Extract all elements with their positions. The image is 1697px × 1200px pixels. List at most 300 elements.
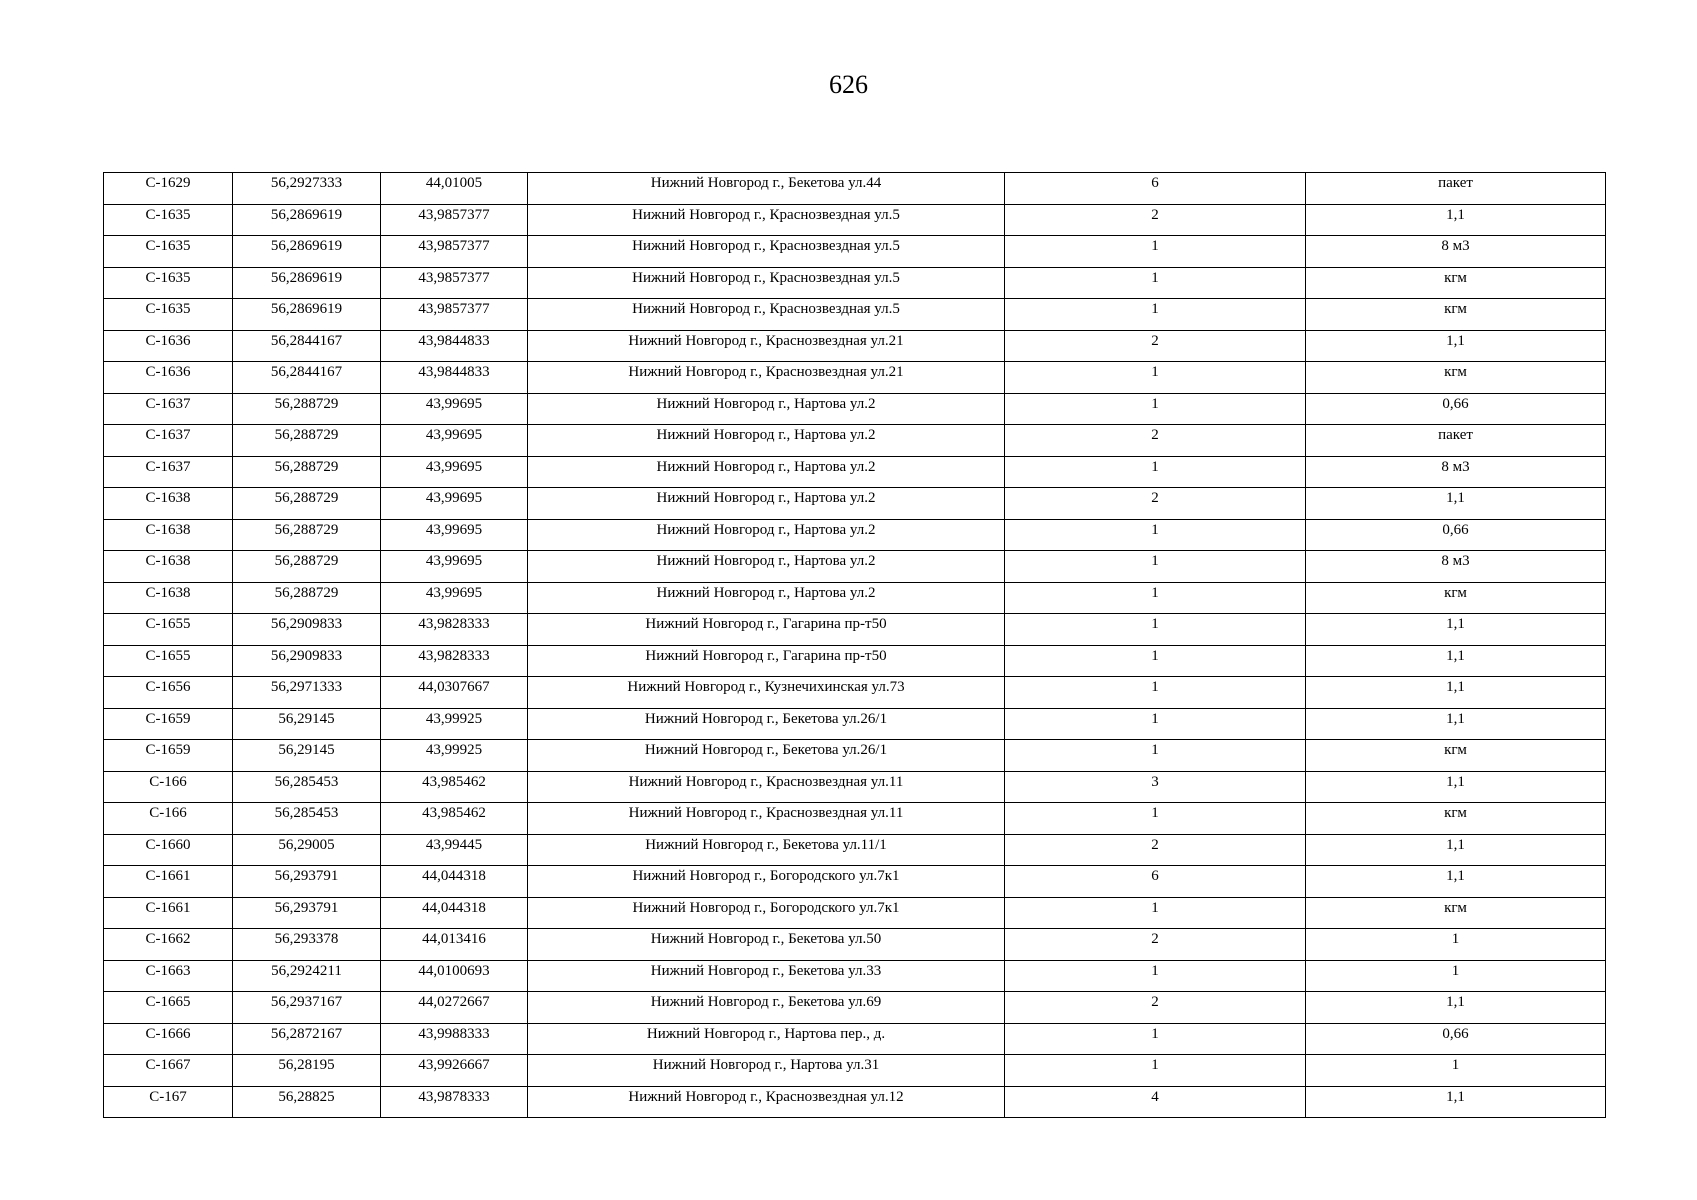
cell-text: 56,2937167 bbox=[270, 994, 343, 1010]
cell-text: 1 bbox=[1151, 301, 1159, 317]
latitude-cell bbox=[233, 614, 381, 646]
site-id-cell bbox=[104, 740, 233, 772]
cell-text: Нижний Новгород г., Краснозвездная ул.11 bbox=[628, 773, 904, 790]
cell-text: 1 bbox=[1151, 553, 1159, 569]
latitude-cell bbox=[233, 519, 381, 551]
cell-text: 43,9857377 bbox=[418, 206, 490, 223]
cell-text: 6 bbox=[1151, 175, 1159, 191]
longitude-cell bbox=[381, 330, 528, 362]
container-count-cell bbox=[1005, 866, 1306, 898]
cell-text: 1 bbox=[1451, 931, 1460, 947]
site-id-cell bbox=[104, 456, 233, 488]
cell-text: 56,2869619 bbox=[270, 206, 343, 223]
cell-text: 43,9878333 bbox=[418, 1088, 490, 1105]
container-type-cell bbox=[1306, 1055, 1606, 1087]
address-cell bbox=[528, 488, 1005, 520]
longitude-cell bbox=[381, 425, 528, 457]
cell-text: С-1638 bbox=[145, 521, 191, 538]
cell-text: 1,1 bbox=[1446, 490, 1465, 506]
cell-text: С-1636 bbox=[145, 332, 191, 349]
cell-text: Нижний Новгород г., Краснозвездная ул.5 bbox=[632, 301, 900, 317]
latitude-cell bbox=[233, 393, 381, 425]
cell-text: 1,1 bbox=[1446, 994, 1465, 1010]
cell-text: 43,99445 bbox=[425, 836, 483, 853]
cell-text: 43,99695 bbox=[425, 553, 483, 569]
address-cell bbox=[528, 393, 1005, 425]
cell-text: 1 bbox=[1151, 364, 1159, 380]
container-type-cell bbox=[1306, 488, 1606, 520]
cell-text: 56,2869619 bbox=[270, 269, 343, 286]
site-id-cell bbox=[104, 236, 233, 268]
cell-text: 1 bbox=[1151, 269, 1159, 286]
container-type-cell bbox=[1306, 740, 1606, 772]
table-row bbox=[104, 488, 1606, 520]
cell-text: С-1659 bbox=[145, 742, 191, 758]
cell-text: С-1637 bbox=[145, 427, 191, 443]
cell-text: Нижний Новгород г., Краснозвездная ул.11 bbox=[628, 805, 904, 821]
longitude-cell bbox=[381, 960, 528, 992]
longitude-cell bbox=[381, 645, 528, 677]
container-type-cell bbox=[1306, 362, 1606, 394]
container-count-cell bbox=[1005, 1055, 1306, 1087]
cell-text: С-1666 bbox=[145, 1025, 191, 1042]
cell-text: Нижний Новгород г., Бекетова ул.44 bbox=[650, 175, 882, 191]
latitude-cell bbox=[233, 1055, 381, 1087]
cell-text: 43,9857377 bbox=[418, 269, 490, 286]
address-cell bbox=[528, 960, 1005, 992]
container-type-cell bbox=[1306, 897, 1606, 929]
cell-text: С-167 bbox=[149, 1088, 187, 1105]
cell-text: Нижний Новгород г., Нартова ул.31 bbox=[652, 1057, 880, 1073]
cell-text: 43,99695 bbox=[425, 395, 483, 412]
cell-text: 8 м3 bbox=[1441, 458, 1470, 475]
cell-text: Нижний Новгород г., Нартова ул.2 bbox=[656, 490, 876, 506]
address-cell bbox=[528, 1086, 1005, 1118]
site-id-cell bbox=[104, 803, 233, 835]
cell-text: 1 bbox=[1151, 238, 1159, 254]
longitude-cell bbox=[381, 173, 528, 205]
cell-text: 2 bbox=[1151, 427, 1159, 443]
cell-text: 56,2971333 bbox=[270, 679, 343, 695]
table-row bbox=[104, 960, 1606, 992]
cell-text: 43,9988333 bbox=[418, 1025, 490, 1042]
cell-text: 56,29005 bbox=[278, 836, 335, 853]
site-id-cell bbox=[104, 393, 233, 425]
site-id-cell bbox=[104, 1055, 233, 1087]
longitude-cell bbox=[381, 299, 528, 331]
site-id-cell bbox=[104, 771, 233, 803]
cell-text: 1 bbox=[1151, 458, 1159, 475]
cell-text: Нижний Новгород г., Краснозвездная ул.5 bbox=[632, 238, 900, 254]
cell-text: 1 bbox=[1451, 1057, 1460, 1073]
cell-text: 56,288729 bbox=[274, 584, 339, 601]
cell-text: 1,1 bbox=[1446, 773, 1465, 790]
cell-text: 43,985462 bbox=[422, 805, 486, 821]
address-cell bbox=[528, 551, 1005, 583]
longitude-cell bbox=[381, 708, 528, 740]
longitude-cell bbox=[381, 582, 528, 614]
table-row bbox=[104, 1086, 1606, 1118]
table-row bbox=[104, 362, 1606, 394]
container-type-cell bbox=[1306, 614, 1606, 646]
cell-text: Нижний Новгород г., Нартова ул.2 bbox=[656, 553, 876, 569]
site-id-cell bbox=[104, 929, 233, 961]
latitude-cell bbox=[233, 551, 381, 583]
site-id-cell bbox=[104, 708, 233, 740]
cell-text: 43,99925 bbox=[425, 710, 483, 727]
cell-text: 1 bbox=[1451, 962, 1460, 979]
longitude-cell bbox=[381, 456, 528, 488]
container-count-cell bbox=[1005, 456, 1306, 488]
cell-text: 1 bbox=[1151, 742, 1159, 758]
table-row bbox=[104, 1023, 1606, 1055]
site-id-cell bbox=[104, 425, 233, 457]
container-count-cell bbox=[1005, 645, 1306, 677]
cell-text: Нижний Новгород г., Нартова ул.2 bbox=[656, 427, 876, 443]
cell-text: Нижний Новгород г., Нартова ул.2 bbox=[656, 584, 876, 601]
latitude-cell bbox=[233, 803, 381, 835]
container-type-cell bbox=[1306, 173, 1606, 205]
container-type-cell bbox=[1306, 866, 1606, 898]
cell-text: С-1655 bbox=[145, 616, 191, 632]
cell-text: С-1659 bbox=[145, 710, 191, 727]
latitude-cell bbox=[233, 362, 381, 394]
cell-text: 43,99695 bbox=[425, 584, 483, 601]
container-count-cell bbox=[1005, 960, 1306, 992]
container-type-cell bbox=[1306, 834, 1606, 866]
site-id-cell bbox=[104, 582, 233, 614]
container-count-cell bbox=[1005, 929, 1306, 961]
cell-text: 1 bbox=[1151, 647, 1159, 664]
address-cell bbox=[528, 330, 1005, 362]
cell-text: 0,66 bbox=[1442, 395, 1469, 412]
container-type-cell bbox=[1306, 330, 1606, 362]
container-type-cell bbox=[1306, 204, 1606, 236]
cell-text: Нижний Новгород г., Бекетова ул.33 bbox=[650, 962, 882, 979]
cell-text: 43,99925 bbox=[425, 742, 483, 758]
table-row bbox=[104, 582, 1606, 614]
cell-text: Нижний Новгород г., Нартова ул.2 bbox=[656, 521, 876, 538]
cell-text: 1 bbox=[1151, 1057, 1159, 1073]
cell-text: 43,9844833 bbox=[418, 332, 490, 349]
cell-text: 1 bbox=[1151, 710, 1159, 727]
cell-text: С-166 bbox=[149, 805, 187, 821]
cell-text: 56,2927333 bbox=[270, 175, 343, 191]
container-count-cell bbox=[1005, 330, 1306, 362]
longitude-cell bbox=[381, 488, 528, 520]
address-cell bbox=[528, 236, 1005, 268]
site-id-cell bbox=[104, 992, 233, 1024]
site-id-cell bbox=[104, 1023, 233, 1055]
cell-text: 56,2869619 bbox=[270, 238, 343, 254]
longitude-cell bbox=[381, 677, 528, 709]
address-cell bbox=[528, 204, 1005, 236]
cell-text: 44,013416 bbox=[422, 931, 486, 947]
longitude-cell bbox=[381, 1086, 528, 1118]
cell-text: С-1655 bbox=[145, 647, 191, 664]
table-row bbox=[104, 834, 1606, 866]
container-count-cell bbox=[1005, 519, 1306, 551]
cell-text: 1 bbox=[1151, 679, 1159, 695]
cell-text: С-1638 bbox=[145, 553, 191, 569]
cell-text: Нижний Новгород г., Бекетова ул.50 bbox=[650, 931, 882, 947]
longitude-cell bbox=[381, 1055, 528, 1087]
cell-text: С-1637 bbox=[145, 395, 191, 412]
cell-text: С-1635 bbox=[145, 301, 191, 317]
cell-text: кгм bbox=[1444, 301, 1467, 317]
container-count-cell bbox=[1005, 299, 1306, 331]
latitude-cell bbox=[233, 897, 381, 929]
cell-text: Нижний Новгород г., Гагарина пр-т50 bbox=[645, 647, 887, 664]
address-cell bbox=[528, 740, 1005, 772]
latitude-cell bbox=[233, 708, 381, 740]
container-type-cell bbox=[1306, 677, 1606, 709]
cell-text: 8 м3 bbox=[1441, 553, 1470, 569]
cell-text: 1,1 bbox=[1446, 206, 1465, 223]
cell-text: С-1661 bbox=[145, 868, 191, 884]
cell-text: 1,1 bbox=[1446, 1088, 1465, 1105]
table-row bbox=[104, 992, 1606, 1024]
address-cell bbox=[528, 582, 1005, 614]
address-cell bbox=[528, 771, 1005, 803]
cell-text: 56,288729 bbox=[274, 521, 339, 538]
address-cell bbox=[528, 456, 1005, 488]
site-id-cell bbox=[104, 330, 233, 362]
cell-text: С-1663 bbox=[145, 962, 191, 979]
table-row bbox=[104, 614, 1606, 646]
site-id-cell bbox=[104, 519, 233, 551]
cell-text: 56,288729 bbox=[274, 427, 339, 443]
site-id-cell bbox=[104, 834, 233, 866]
table-row bbox=[104, 803, 1606, 835]
table-row bbox=[104, 393, 1606, 425]
cell-text: 2 bbox=[1151, 931, 1159, 947]
cell-text: 2 bbox=[1151, 206, 1159, 223]
container-count-cell bbox=[1005, 551, 1306, 583]
cell-text: кгм bbox=[1444, 899, 1467, 916]
container-type-cell bbox=[1306, 519, 1606, 551]
cell-text: 1 bbox=[1151, 805, 1159, 821]
longitude-cell bbox=[381, 614, 528, 646]
container-count-cell bbox=[1005, 267, 1306, 299]
cell-text: Нижний Новгород г., Нартова пер., д. bbox=[646, 1025, 886, 1042]
cell-text: 44,044318 bbox=[422, 868, 486, 884]
cell-text: 56,293791 bbox=[274, 868, 339, 884]
cell-text: 0,66 bbox=[1442, 521, 1469, 538]
container-count-cell bbox=[1005, 1023, 1306, 1055]
container-type-cell bbox=[1306, 803, 1606, 835]
cell-text: Нижний Новгород г., Краснозвездная ул.21 bbox=[628, 364, 904, 380]
cell-text: 56,2872167 bbox=[270, 1025, 343, 1042]
address-cell bbox=[528, 299, 1005, 331]
cell-text: 1,1 bbox=[1446, 332, 1465, 349]
container-type-cell bbox=[1306, 393, 1606, 425]
latitude-cell bbox=[233, 866, 381, 898]
longitude-cell bbox=[381, 866, 528, 898]
cell-text: кгм bbox=[1444, 805, 1467, 821]
table-row bbox=[104, 1055, 1606, 1087]
cell-text: 1 bbox=[1151, 1025, 1159, 1042]
table-row bbox=[104, 740, 1606, 772]
cell-text: С-1660 bbox=[145, 836, 191, 853]
cell-text: Нижний Новгород г., Гагарина пр-т50 bbox=[645, 616, 887, 632]
site-id-cell bbox=[104, 1086, 233, 1118]
cell-text: 8 м3 bbox=[1441, 238, 1470, 254]
cell-text: 56,28195 bbox=[278, 1057, 335, 1073]
latitude-cell bbox=[233, 204, 381, 236]
cell-text: 56,2844167 bbox=[270, 332, 343, 349]
longitude-cell bbox=[381, 204, 528, 236]
table-row bbox=[104, 645, 1606, 677]
address-cell bbox=[528, 267, 1005, 299]
cell-text: Нижний Новгород г., Нартова ул.2 bbox=[656, 458, 876, 475]
cell-text: С-1665 bbox=[145, 994, 191, 1010]
table-row bbox=[104, 425, 1606, 457]
cell-text: 56,285453 bbox=[274, 805, 339, 821]
cell-text: 56,2909833 bbox=[270, 616, 343, 632]
table-row bbox=[104, 551, 1606, 583]
longitude-cell bbox=[381, 236, 528, 268]
longitude-cell bbox=[381, 551, 528, 583]
container-count-cell bbox=[1005, 897, 1306, 929]
cell-text: 56,2844167 bbox=[270, 364, 343, 380]
cell-text: кгм bbox=[1444, 269, 1467, 286]
container-type-cell bbox=[1306, 1086, 1606, 1118]
longitude-cell bbox=[381, 1023, 528, 1055]
site-id-cell bbox=[104, 677, 233, 709]
table-body bbox=[104, 173, 1606, 1118]
cell-text: С-1656 bbox=[145, 679, 191, 695]
cell-text: 1,1 bbox=[1446, 710, 1465, 727]
container-type-cell bbox=[1306, 1023, 1606, 1055]
container-type-cell bbox=[1306, 299, 1606, 331]
longitude-cell bbox=[381, 740, 528, 772]
table-row bbox=[104, 519, 1606, 551]
cell-text: 43,99695 bbox=[425, 427, 483, 443]
address-cell bbox=[528, 897, 1005, 929]
container-count-cell bbox=[1005, 173, 1306, 205]
latitude-cell bbox=[233, 425, 381, 457]
cell-text: 56,293791 bbox=[274, 899, 339, 916]
cell-text: 4 bbox=[1151, 1088, 1159, 1105]
cell-text: С-1638 bbox=[145, 584, 191, 601]
cell-text: С-1635 bbox=[145, 238, 191, 254]
cell-text: С-1662 bbox=[145, 931, 191, 947]
cell-text: 1 bbox=[1151, 899, 1159, 916]
container-type-cell bbox=[1306, 929, 1606, 961]
cell-text: С-166 bbox=[149, 773, 187, 790]
cell-text: С-1637 bbox=[145, 458, 191, 475]
latitude-cell bbox=[233, 992, 381, 1024]
cell-text: С-1638 bbox=[145, 490, 191, 506]
cell-text: 1,1 bbox=[1446, 616, 1465, 632]
address-cell bbox=[528, 708, 1005, 740]
table-row bbox=[104, 771, 1606, 803]
table-row bbox=[104, 708, 1606, 740]
cell-text: Нижний Новгород г., Богородского ул.7к1 bbox=[632, 868, 900, 884]
container-type-cell bbox=[1306, 960, 1606, 992]
table-row bbox=[104, 173, 1606, 205]
container-type-cell bbox=[1306, 992, 1606, 1024]
address-cell bbox=[528, 1023, 1005, 1055]
container-type-cell bbox=[1306, 708, 1606, 740]
cell-text: 43,9844833 bbox=[418, 364, 490, 380]
latitude-cell bbox=[233, 740, 381, 772]
latitude-cell bbox=[233, 929, 381, 961]
cell-text: 1 bbox=[1151, 616, 1159, 632]
cell-text: 3 bbox=[1151, 773, 1159, 790]
cell-text: 56,28825 bbox=[278, 1088, 335, 1105]
cell-text: 44,0307667 bbox=[418, 679, 490, 695]
address-cell bbox=[528, 173, 1005, 205]
cell-text: Нижний Новгород г., Бекетова ул.26/1 bbox=[644, 742, 888, 758]
address-cell bbox=[528, 519, 1005, 551]
table-row bbox=[104, 236, 1606, 268]
longitude-cell bbox=[381, 519, 528, 551]
container-count-cell bbox=[1005, 1086, 1306, 1118]
cell-text: 56,2909833 bbox=[270, 647, 343, 664]
container-count-cell bbox=[1005, 614, 1306, 646]
site-id-cell bbox=[104, 897, 233, 929]
container-count-cell bbox=[1005, 362, 1306, 394]
cell-text: 43,9857377 bbox=[418, 301, 490, 317]
longitude-cell bbox=[381, 929, 528, 961]
longitude-cell bbox=[381, 267, 528, 299]
address-cell bbox=[528, 677, 1005, 709]
cell-text: 43,9828333 bbox=[418, 616, 490, 632]
address-cell bbox=[528, 929, 1005, 961]
cell-text: Нижний Новгород г., Краснозвездная ул.12 bbox=[628, 1088, 904, 1105]
container-count-cell bbox=[1005, 425, 1306, 457]
cell-text: 2 bbox=[1151, 994, 1159, 1010]
address-cell bbox=[528, 614, 1005, 646]
cell-text: Нижний Новгород г., Краснозвездная ул.21 bbox=[628, 332, 904, 349]
cell-text: пакет bbox=[1438, 427, 1473, 443]
latitude-cell bbox=[233, 456, 381, 488]
address-cell bbox=[528, 866, 1005, 898]
cell-text: 43,99695 bbox=[425, 521, 483, 538]
longitude-cell bbox=[381, 803, 528, 835]
container-type-cell bbox=[1306, 236, 1606, 268]
cell-text: Нижний Новгород г., Кузнечихинская ул.73 bbox=[627, 679, 905, 695]
latitude-cell bbox=[233, 236, 381, 268]
site-id-cell bbox=[104, 173, 233, 205]
container-count-cell bbox=[1005, 236, 1306, 268]
cell-text: С-1629 bbox=[145, 175, 191, 191]
cell-text: 43,9828333 bbox=[418, 647, 490, 664]
latitude-cell bbox=[233, 173, 381, 205]
cell-text: 1 bbox=[1151, 395, 1159, 412]
latitude-cell bbox=[233, 771, 381, 803]
longitude-cell bbox=[381, 834, 528, 866]
latitude-cell bbox=[233, 267, 381, 299]
cell-text: 44,044318 bbox=[422, 899, 486, 916]
table-row bbox=[104, 204, 1606, 236]
cell-text: 1 bbox=[1151, 584, 1159, 601]
table-row bbox=[104, 866, 1606, 898]
cell-text: 56,2924211 bbox=[271, 962, 342, 979]
table-row bbox=[104, 677, 1606, 709]
container-type-cell bbox=[1306, 267, 1606, 299]
container-type-cell bbox=[1306, 582, 1606, 614]
cell-text: Нижний Новгород г., Нартова ул.2 bbox=[656, 395, 876, 412]
containers-table bbox=[103, 172, 1606, 1118]
site-id-cell bbox=[104, 267, 233, 299]
table-row bbox=[104, 330, 1606, 362]
table-row bbox=[104, 299, 1606, 331]
address-cell bbox=[528, 362, 1005, 394]
site-id-cell bbox=[104, 960, 233, 992]
